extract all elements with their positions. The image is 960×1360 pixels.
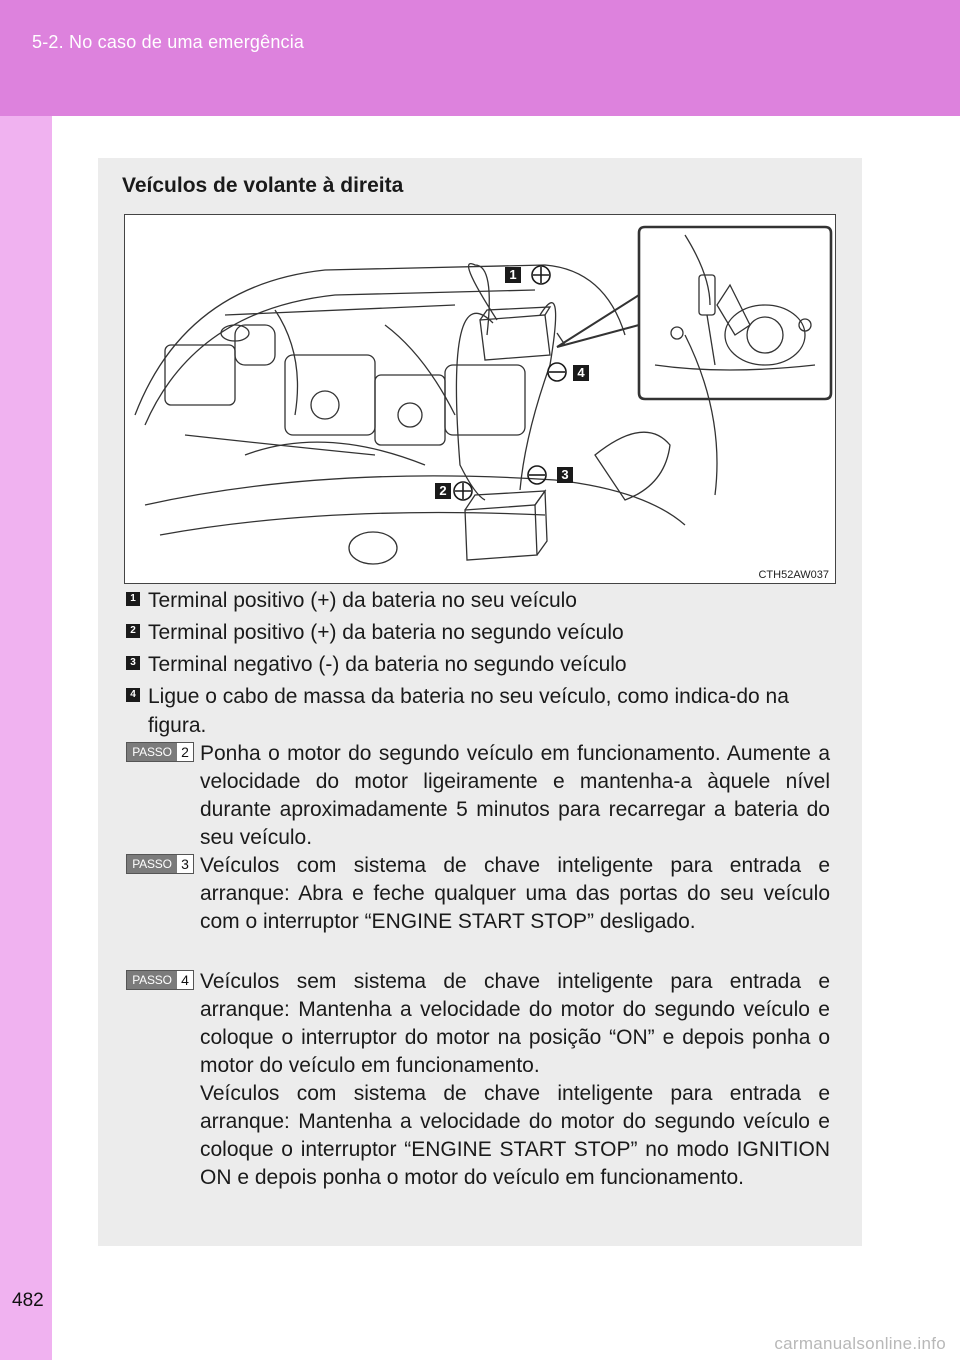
callout-4: 4	[577, 365, 585, 380]
figure-code: CTH52AW037	[758, 569, 829, 581]
step-label: PASSO	[127, 743, 177, 761]
legend-badge: 4	[126, 688, 140, 702]
callout-2: 2	[439, 483, 447, 498]
chapter-title: 5-2. No caso de uma emergência	[32, 32, 305, 52]
step-badge	[126, 854, 194, 874]
engine-bay-drawing	[125, 215, 837, 585]
step-text: Veículos com sistema de chave inteligente para entrada e arranque: Abra e feche qualquer uma das portas do seu veículo com o interruptor “ENGINE START STOP” desligado.	[200, 854, 830, 933]
legend-text: Terminal negativo (-) da bateria no segundo veículo	[148, 653, 627, 676]
step-label: PASSO	[127, 971, 177, 989]
legend-text: Terminal positivo (+) da bateria no seu veículo	[148, 589, 577, 612]
step-text: Ponha o motor do segundo veículo em funcionamento. Aumente a velocidade do motor ligeiramente e mantenha-a àquele nível durante aproximadamente 5 minutos para recarregar a bateria do seu veículo.	[200, 742, 830, 849]
side-strip	[0, 116, 52, 1360]
step-label: PASSO	[127, 855, 177, 873]
jump-start-illustration	[124, 214, 836, 584]
legend-badge: 2	[126, 624, 140, 638]
step-number: 2	[181, 744, 189, 760]
legend-text: Terminal positivo (+) da bateria no segundo veículo	[148, 621, 624, 644]
page-number: 482	[12, 1290, 44, 1311]
step-text: Veículos sem sistema de chave inteligente para entrada e arranque: Mantenha a velocidade do motor do segundo veículo e coloque o interruptor do motor na posição “ON” e depois ponha o motor do veículo em funcionamento.	[200, 970, 830, 1077]
step-text: Veículos com sistema de chave inteligente para entrada e arranque: Mantenha a velocidade do motor do segundo veículo e coloque o interruptor “ENGINE START STOP” no modo IGNITION ON e depois ponha o motor do veículo em funcionamento.	[200, 1082, 830, 1189]
callout-3: 3	[561, 467, 569, 482]
step-number: 4	[181, 972, 189, 988]
legend-badge: 3	[126, 656, 140, 670]
step-badge	[126, 742, 194, 762]
watermark: carmanualsonline.info	[774, 1334, 946, 1353]
step-badge	[126, 970, 194, 990]
legend-text: Ligue o cabo de massa da bateria no seu veículo, como indica-do na figura.	[148, 685, 789, 737]
section-title: Veículos de volante à direita	[122, 174, 404, 197]
step-number: 3	[181, 856, 189, 872]
legend-badge: 1	[126, 592, 140, 606]
chapter-header	[0, 0, 960, 116]
callout-1: 1	[509, 267, 517, 282]
